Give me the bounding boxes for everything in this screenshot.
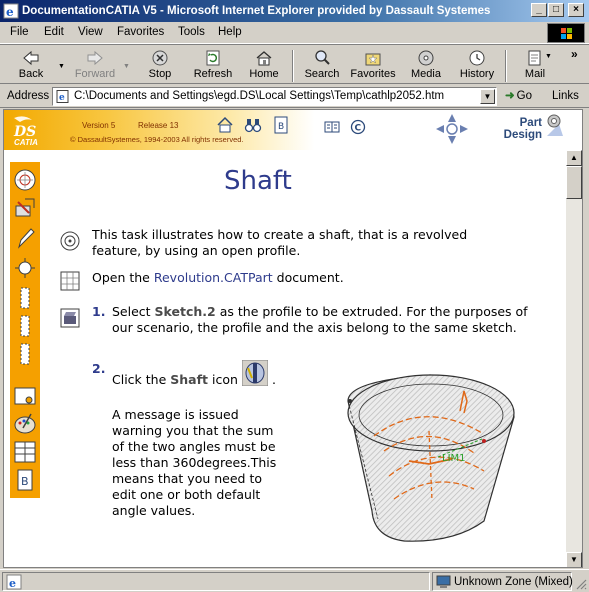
index-icon[interactable]	[272, 116, 290, 134]
copyright-icon[interactable]	[350, 119, 366, 135]
svg-text:DS: DS	[14, 124, 37, 140]
back-label: Back	[18, 68, 44, 80]
history-button[interactable]	[452, 49, 502, 83]
clapperboard-icon	[59, 307, 81, 329]
menu-tools[interactable]: Tools	[178, 26, 205, 38]
forward-arrow-icon	[85, 49, 105, 67]
search-label: Search	[304, 68, 340, 80]
title-bar	[0, 0, 589, 22]
media-label: Media	[411, 68, 441, 80]
forward-button[interactable]	[70, 49, 120, 83]
image-frame-icon[interactable]	[13, 384, 37, 408]
window-title: DocumentationCATIA V5 - Microsoft Internet Explorer provided by Dassault Systemes	[22, 5, 491, 17]
address-url: C:\Documents and Settings\egd.DS\Local Settings\Temp\cathlp2052.htm	[74, 90, 445, 102]
search-button[interactable]	[297, 49, 347, 83]
sketch-2-label: Sketch.2	[154, 304, 216, 319]
binoculars-icon[interactable]	[244, 116, 262, 134]
shaft-label: Shaft	[170, 372, 209, 387]
go-label: Go	[516, 90, 532, 102]
step-2-text	[112, 372, 238, 388]
contents-icon[interactable]	[324, 120, 340, 134]
go-button[interactable]	[505, 88, 532, 102]
scroll-down-icon[interactable]: ▼	[566, 552, 582, 568]
svg-text:B: B	[278, 122, 285, 132]
step-2-suffix: icon	[208, 372, 238, 387]
menu-file[interactable]: File	[10, 26, 29, 38]
dashed-bar-icon[interactable]	[13, 286, 37, 310]
favorites-button[interactable]	[348, 49, 398, 83]
resize-grip-icon[interactable]	[575, 578, 587, 590]
workbench-title-line1: Part	[519, 117, 542, 129]
status-main-pane	[2, 572, 430, 591]
address-label: Address	[7, 90, 50, 102]
windows-flag-icon	[561, 28, 573, 39]
step-2-prefix: Click the	[112, 372, 171, 387]
media-icon	[416, 49, 436, 67]
page-title: Shaft	[224, 166, 292, 196]
step-2-period: .	[272, 372, 276, 387]
forward-label: Forward	[74, 68, 116, 80]
message-line-7: angle values.	[112, 503, 196, 518]
media-button[interactable]	[401, 49, 451, 83]
shaft-preview-image	[334, 361, 524, 551]
back-dropdown-icon[interactable]: ▼	[58, 63, 65, 70]
svg-text:B: B	[21, 475, 29, 488]
menu-view[interactable]: View	[78, 26, 103, 38]
warning-message-text	[112, 407, 302, 519]
back-button[interactable]	[6, 49, 56, 83]
forward-dropdown-icon[interactable]: ▼	[123, 63, 130, 70]
zone-label: Unknown Zone (Mixed)	[454, 576, 573, 588]
step-1-line-2: our scenario, the profile and the axis belong to the same sketch.	[112, 320, 517, 335]
compass-icon[interactable]	[434, 112, 470, 146]
mail-icon	[525, 49, 545, 67]
dashed-bar-3-icon[interactable]	[13, 342, 37, 366]
toolbar-separator	[292, 50, 294, 82]
workbench-title-line2: Design	[503, 129, 542, 141]
step-1-prefix: Select	[112, 304, 155, 319]
refresh-icon	[203, 49, 223, 67]
step-1-line-1	[112, 304, 557, 320]
svg-text:e: e	[9, 577, 16, 590]
mail-label: Mail	[524, 68, 546, 80]
bookmark-index-icon[interactable]	[13, 468, 37, 492]
refresh-button[interactable]	[188, 49, 238, 83]
step-2-number: 2.	[92, 361, 106, 376]
page-content	[3, 109, 583, 568]
go-arrow-icon: ➜	[505, 90, 515, 102]
vertical-scrollbar[interactable]	[566, 150, 582, 568]
maximize-button[interactable]: □	[548, 3, 564, 17]
home-nav-icon[interactable]	[216, 116, 234, 134]
windows-logo	[547, 23, 585, 43]
task-target-icon	[59, 230, 81, 252]
version-label: Version 5	[82, 121, 116, 130]
stop-button[interactable]	[135, 49, 185, 83]
zone-computer-icon	[436, 575, 451, 589]
document-grid-icon	[59, 270, 81, 292]
pencil-icon[interactable]	[13, 226, 37, 250]
home-label: Home	[249, 68, 279, 80]
message-line-3: of the two angles must be	[112, 439, 276, 454]
shaft-tool-icon	[242, 360, 268, 386]
security-zone-pane	[432, 572, 572, 591]
menu-edit[interactable]: Edit	[44, 26, 64, 38]
sketcher-icon[interactable]	[13, 168, 37, 192]
back-arrow-icon	[21, 49, 41, 67]
history-label: History	[459, 68, 495, 80]
step-1-line-1-rest: as the profile to be extruded. For the purposes of	[215, 304, 528, 319]
revolution-catpart-link[interactable]: Revolution.CATPart	[153, 270, 273, 285]
toolbar-separator	[505, 50, 507, 82]
toolbar-overflow-icon[interactable]: »	[571, 47, 578, 61]
message-line-4: less than 360degrees.This	[112, 455, 277, 470]
step-1-text	[112, 304, 557, 336]
favorites-icon	[363, 49, 383, 67]
catia-logo-text: CATIA	[14, 138, 38, 147]
intro-line-1: This task illustrates how to create a shaft, that is a revolved	[92, 227, 468, 242]
home-button[interactable]	[239, 49, 289, 83]
table-icon[interactable]	[13, 440, 37, 464]
address-bar	[0, 85, 589, 108]
svg-text:C: C	[354, 123, 362, 134]
page-icon	[56, 90, 70, 103]
scroll-thumb[interactable]	[566, 166, 582, 199]
release-label: Release 13	[138, 121, 179, 130]
intro-text	[92, 227, 552, 259]
address-dropdown-icon[interactable]: ▼	[480, 89, 495, 104]
open-document-text	[92, 270, 344, 286]
part-design-workbench-icon	[541, 112, 565, 138]
status-bar	[0, 569, 589, 592]
favorites-label: Favorites	[350, 68, 396, 80]
catia-header	[4, 110, 568, 150]
close-button[interactable]: ×	[568, 3, 584, 17]
scroll-up-icon[interactable]: ▲	[566, 150, 582, 166]
workbench-title	[494, 117, 542, 141]
message-line-2: warning you that the sum	[112, 423, 274, 438]
catia-tool-sidebar	[10, 162, 40, 498]
message-line-6: edit one or both default	[112, 487, 261, 502]
mail-dropdown-icon[interactable]: ▼	[545, 53, 552, 60]
stop-icon	[150, 49, 170, 67]
point-constructor-icon[interactable]	[13, 256, 37, 280]
message-line-5: means that you need to	[112, 471, 262, 486]
refresh-label: Refresh	[193, 68, 233, 80]
svg-text:e: e	[6, 5, 14, 19]
stop-label: Stop	[148, 68, 172, 80]
intro-line-2: feature, by using an open profile.	[92, 243, 301, 258]
palette-icon[interactable]	[13, 412, 37, 436]
dashed-bar-2-icon[interactable]	[13, 314, 37, 338]
address-input[interactable]	[52, 87, 497, 106]
search-icon	[312, 49, 332, 67]
step-1-number: 1.	[92, 304, 106, 319]
minimize-button[interactable]: _	[531, 3, 547, 17]
page-status-icon	[6, 574, 22, 590]
menu-favorites[interactable]: Favorites	[117, 26, 165, 38]
menu-bar	[0, 22, 589, 44]
pad-icon[interactable]	[13, 196, 37, 220]
mail-button[interactable]	[510, 49, 560, 83]
history-icon	[467, 49, 487, 67]
toolbar	[0, 44, 589, 84]
message-line-1: A message is issued	[112, 407, 239, 422]
lim1-label: LIM1	[442, 453, 466, 464]
svg-text:e: e	[59, 93, 65, 103]
open-prefix: Open the	[92, 270, 154, 285]
ie-icon	[3, 3, 19, 19]
copyright-text: © DassaultSystemes, 1994-2003 All rights reserved.	[70, 135, 244, 144]
menu-help[interactable]: Help	[218, 26, 242, 38]
open-suffix: document.	[272, 270, 344, 285]
links-button[interactable]: Links	[552, 90, 579, 102]
home-icon	[254, 49, 274, 67]
